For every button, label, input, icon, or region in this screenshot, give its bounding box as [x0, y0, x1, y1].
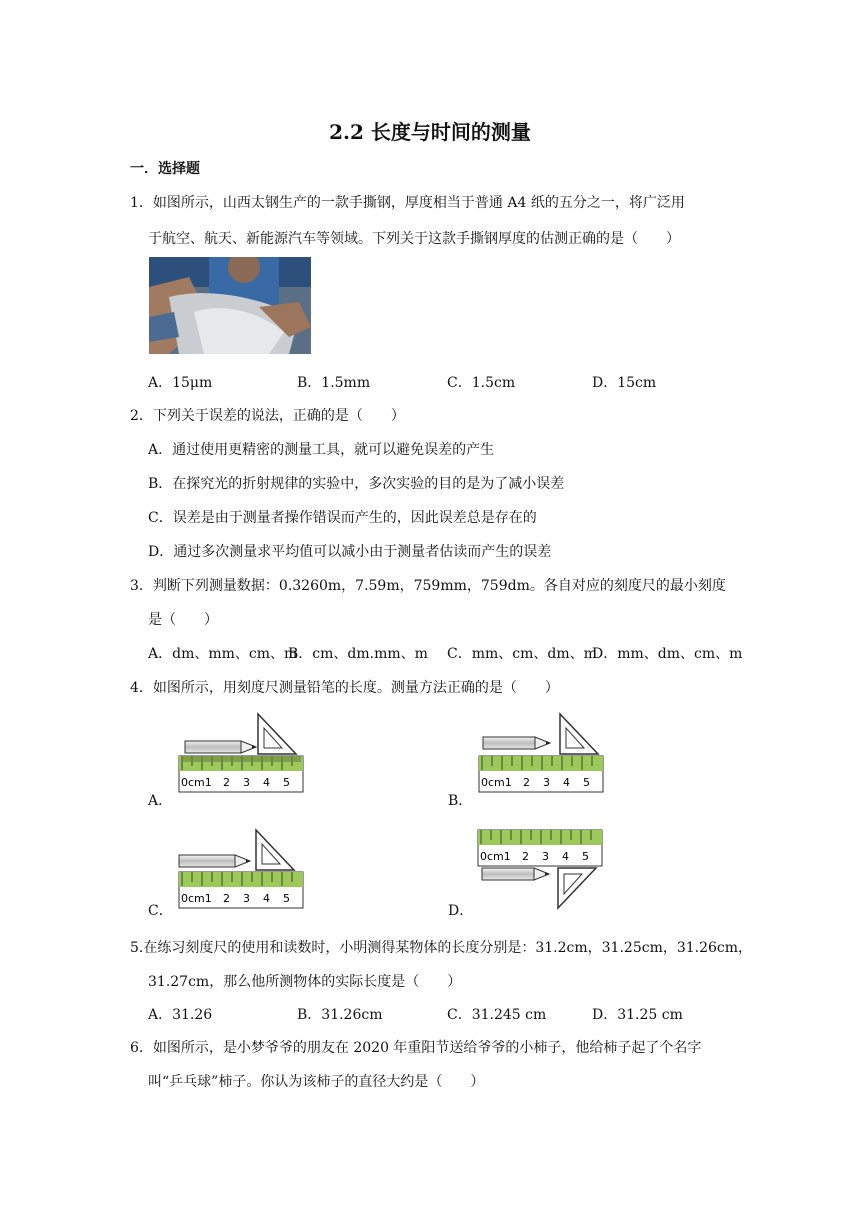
question-3-option-c: C．mm、cm、dm、m [447, 646, 597, 662]
question-5-option-d: D．31.25 cm [592, 1007, 683, 1023]
steel-foil-photo [149, 257, 311, 354]
question-6-line-2: 叫“乒乓球”柿子。你认为该柿子的直径大约是（ ） [148, 1074, 485, 1090]
question-4-line-1: 4．如图所示，用刻度尺测量铅笔的长度。测量方法正确的是（ ） [130, 680, 559, 696]
ruler-label-5: 5 [283, 892, 290, 905]
question-1-option-c: C．1.5cm [447, 375, 516, 391]
question-2-option-a: A．通过使用更精密的测量工具，就可以避免误差的产生 [148, 442, 495, 458]
figure-b-ruler [478, 712, 608, 794]
question-5-line-2: 31.27cm，那么他所测物体的实际长度是（ ） [148, 974, 462, 990]
page-title: 2.2 长度与时间的测量 [329, 120, 531, 144]
question-4-option-b: B． [448, 793, 473, 809]
ruler-label-4: 4 [263, 776, 270, 789]
question-2-option-c: C．误差是由于测量者操作错误而产生的，因此误差总是存在的 [148, 510, 537, 526]
ruler-label-5: 5 [582, 850, 589, 863]
ruler-label-0: 0cm1 [181, 892, 212, 905]
figure-d-ruler [476, 828, 606, 912]
ruler-label-2: 2 [223, 776, 230, 789]
question-1-option-d: D．15cm [592, 375, 657, 391]
ruler-label-2: 2 [223, 892, 230, 905]
question-1-line-2: 于航空、航天、新能源汽车等领域。下列关于这款手撕钢厚度的估测正确的是（ ） [148, 231, 680, 247]
figure-c-ruler [176, 826, 306, 910]
question-2-option-d: D．通过多次测量求平均值可以减小由于测量者估读而产生的误差 [148, 544, 552, 560]
question-6-line-1: 6．如图所示，是小梦爷爷的朋友在 2020 年重阳节送给爷爷的小柿子，他给柿子起了个名字 [130, 1040, 702, 1056]
question-3-line-2: 是（ ） [148, 612, 218, 628]
ruler-label-2: 2 [522, 850, 529, 863]
ruler-label-3: 3 [243, 776, 250, 789]
ruler-label-2: 2 [523, 776, 530, 789]
ruler-label-0: 0cm1 [480, 850, 511, 863]
ruler-label-5: 5 [583, 776, 590, 789]
question-3-line-1: 3．判断下列测量数据：0.3260m，7.59m，759mm，759dm。各自对应的刻度尺的最小刻度 [130, 578, 726, 594]
ruler-label-3: 3 [243, 892, 250, 905]
ruler-label-4: 4 [563, 776, 570, 789]
question-5-option-c: C．31.245 cm [447, 1007, 547, 1023]
question-1-option-b: B．1.5mm [297, 375, 371, 391]
ruler-label-3: 3 [542, 850, 549, 863]
question-5-line-1: 5.在练习刻度尺的使用和读数时，小明测得某物体的长度分别是：31.2cm，31.25cm，31.26cm， [130, 940, 753, 956]
question-3-option-a: A．dm、mm、cm、m [148, 646, 298, 662]
question-2-option-b: B．在探究光的折射规律的实验中，多次实验的目的是为了减小误差 [148, 476, 565, 492]
ruler-label-4: 4 [562, 850, 569, 863]
question-5-option-b: B．31.26cm [297, 1007, 383, 1023]
question-5-option-a: A．31.26 [148, 1007, 213, 1023]
ruler-label-0: 0cm1 [481, 776, 512, 789]
ruler-label-0: 0cm1 [181, 776, 212, 789]
ruler-label-4: 4 [263, 892, 270, 905]
question-3-option-b: B．cm、dm.mm、m [288, 646, 428, 662]
ruler-label-5: 5 [283, 776, 290, 789]
figure-a-ruler [178, 712, 308, 794]
question-3-option-d: D．mm、dm、cm、m [592, 646, 743, 662]
ruler-label-3: 3 [543, 776, 550, 789]
question-1-line-1: 1．如图所示，山西太钢生产的一款手撕钢，厚度相当于普通 A4 纸的五分之一，将广泛用 [130, 195, 685, 211]
question-1-option-a: A．15μm [148, 375, 213, 391]
question-4-option-c: C． [148, 903, 173, 919]
section-heading: 一．选择题 [130, 161, 200, 177]
question-4-option-a: A． [148, 793, 173, 809]
question-2-line-1: 2．下列关于误差的说法，正确的是（ ） [130, 408, 405, 424]
question-4-option-d: D． [448, 903, 474, 919]
